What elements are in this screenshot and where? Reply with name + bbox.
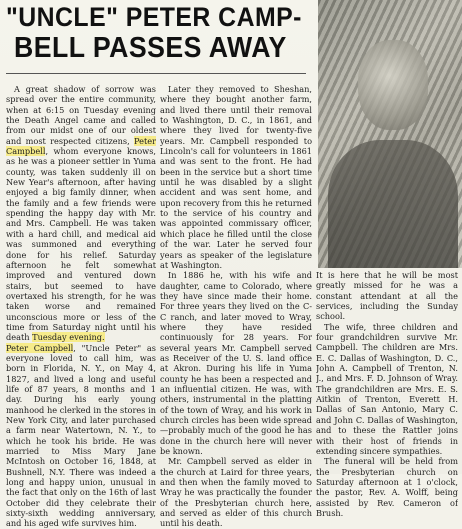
faded-photograph: [318, 0, 462, 268]
paragraph-survivors: The wife, three children and four grandchildren survive Mr. Campbell. The children are Mrs. E. C. Dallas of Washington, D. C., John A. Campbell of Trenton, N. J., and Mrs. F. D. Johnson of Wray. The grandchildren are Mrs. E. S. Aitkin of Trenton, Everett H. Dallas of San Antonio, Mary C. and John C. Dallas of Washington, and to these the Rattler joins with their host of friends in extending sincere sympathies.: [316, 321, 458, 456]
paragraph-funeral: The funeral will be held from the Presbyterian church on Saturday afternoon at 1 o'clock, the pastor, Rev. A. Wolff, being assisted by Rev. Cameron of Brush.: [316, 456, 458, 518]
paragraph-washington: Later they removed to Sheshan, where they bought another farm, and lived there until their removal to Washington, D. C., in 1861, and where they lived for twenty-five years. Mr. Campbell responded to Lincoln's call for volunteers in 1861 and was sent to the front. He had been in the service but a short time until he was disabled by a slight accident and was sent home, and upon recovery from this he returned to the service of his country and was appointed commissary officer, which place he filled until the close of the war. Later he served four years as speaker of the legislature at Washington.: [160, 84, 312, 270]
paragraph-church: Mr. Campbell served as elder in the church at Laird for three years, and then when the family moved to Wray he was practically the founder of the Presbyterian church here, and served as elder of this church until his death.: [160, 456, 312, 529]
article-column-1: [6, 84, 156, 529]
highlighted-tuesday-evening: Tuesday evening.: [32, 332, 105, 343]
paragraph-intro-rest: , whom everyone knows, as he was a pioneer settler in Yuma county, was taken suddenly ill on New Year's afternoon, after having enjoyed a big family dinner, when the family and a few friends were spending the happy day with Mr. and Mrs. Campbell. He was taken with a hard chill, and medical aid was summoned and everything done for his relief. Saturday afternoon he felt somewhat improved and ventured down stairs, but seemed to have overtaxed his strength, for he was taken worse and remained unconscious more or less of the time from Saturday night until his death: [6, 146, 156, 343]
paragraph-missed: It is here that he will be most greatly missed for he was a constant attendant at all the services, including the Sunday school.: [316, 270, 458, 322]
highlighted-name-2: Peter Campbell: [6, 342, 74, 353]
article-column-3: [316, 270, 458, 518]
headline-line-1: "UNCLE" PETER CAMP-: [6, 2, 302, 32]
headline-line-2: BELL PASSES AWAY: [14, 32, 287, 64]
paragraph-biography-rest: , "Uncle Peter" as everyone loved to call him, was born in Florida, N. Y., on May 4, 1827, and lived a long and useful life of 87 years, 8 months and 1 day. During his early young manhood he clerked in the stores in New York City, and later purchased a farm near Watertown, N. Y., to which he took his bride. He was married to Miss Mary Jane McIntosh on October 16, 1848, at Bushnell, N.Y. There was indeed a long and happy union, unusual in the fact that only on the 16th of last October did they celebrate their sixty-sixth wedding anniversary, and his aged wife survives him.: [6, 342, 156, 529]
paragraph-colorado: In 1886 he, with his wife and daughter, came to Colorado, where they have since made their home. For three years they lived on the C-C ranch, and later moved to Wray, where they have resided continuously for 28 years. For several years Mr. Campbell served as Receiver of the U. S. land office at Akron. During his life in Yuma county he has been a respected and an influential citizen. He was, with others, instrumental in the platting of the town of Wray, and his work in church circles has been wide spread—probably much of the good he has done in the church here will never be known.: [160, 270, 312, 457]
paragraph-intro-text: A great shadow of sorrow was spread over the entire community, when at 6:15 on Tuesday evening the Death Angel came and called from our midst one of our oldest and most respected citizens,: [6, 84, 156, 146]
photo-portrait-coat: [328, 140, 458, 268]
highlighted-name: Peter Campbell: [6, 135, 156, 157]
article-column-2: [160, 84, 312, 529]
headline-rule: [6, 73, 306, 74]
paragraph-intro: [6, 84, 156, 343]
photo-portrait-face: [358, 40, 428, 130]
paragraph-biography: [6, 343, 156, 529]
